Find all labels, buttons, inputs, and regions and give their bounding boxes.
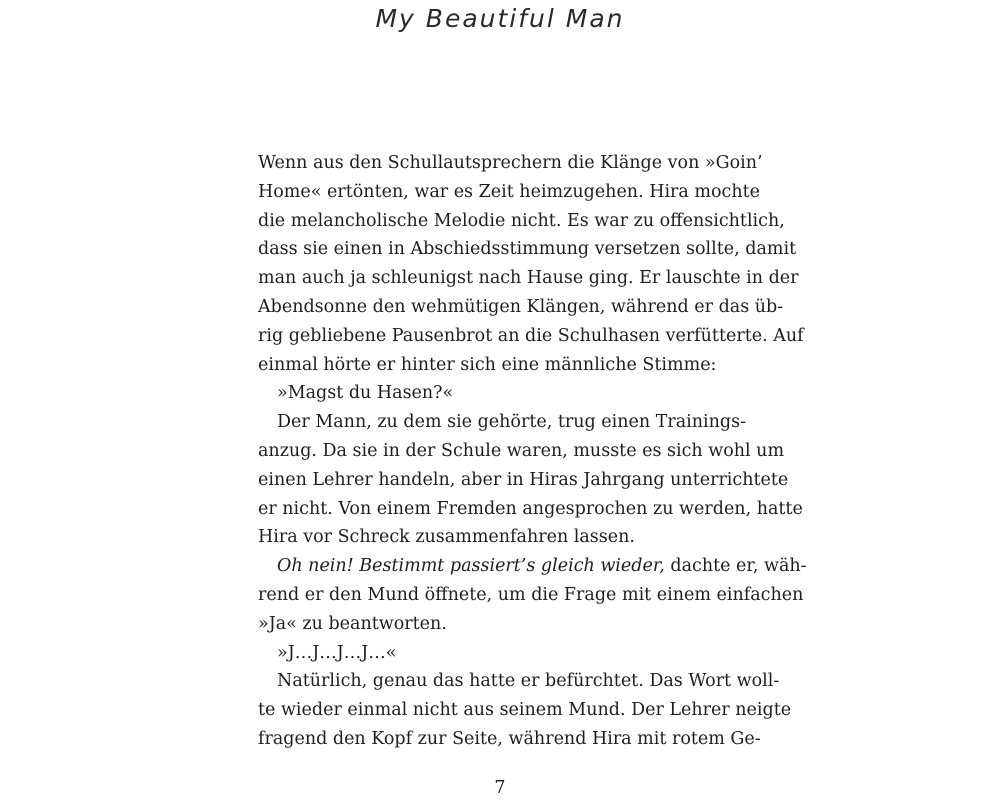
italic-thought: Oh nein! Bestimmt passiert’s gleich wieder, — [277, 556, 665, 577]
text-line: dass sie einen in Abschiedsstimmung versetzen sollte, damit — [258, 239, 797, 260]
text-line: rend er den Mund öffnete, um die Frage mit einem einfachen — [258, 584, 804, 605]
text-line: Der Mann, zu dem sie gehörte, trug einen Trainings- — [277, 412, 746, 433]
text-line: Home« ertönten, war es Zeit heimzugehen. Hira mochte — [258, 181, 761, 202]
text-line: Abendsonne den wehmütigen Klängen, während er das üb- — [258, 296, 784, 317]
text-line: die melancholische Melodie nicht. Es war zu offensichtlich, — [258, 210, 785, 231]
body-text — [258, 149, 807, 754]
text-line: er nicht. Von einem Fremden angesprochen zu werden, hatte — [258, 498, 803, 519]
text-line: rig gebliebene Pausenbrot an die Schulhasen verfütterte. Auf — [258, 325, 804, 346]
text-line: einmal hörte er hinter sich eine männliche Stimme: — [258, 354, 717, 375]
page-number: 7 — [494, 778, 506, 798]
dialogue-line: »J…J…J…J…« — [277, 642, 397, 663]
text-line: man auch ja schleunigst nach Hause ging. Er lauschte in der — [258, 268, 799, 289]
text-line: einen Lehrer handeln, aber in Hiras Jahrgang unterrichtete — [258, 469, 789, 490]
text-line: te wieder einmal nicht aus seinem Mund. Der Lehrer neigte — [258, 700, 792, 721]
text-line: Natürlich, genau das hatte er befürchtet. Das Wort woll- — [277, 671, 780, 692]
text-line: anzug. Da sie in der Schule waren, musste es sich wohl um — [258, 440, 785, 461]
text-line: »Ja« zu beantworten. — [258, 613, 447, 634]
text-line: fragend den Kopf zur Seite, während Hira mit rotem Ge- — [258, 728, 761, 749]
text-line: Wenn aus den Schullautsprechern die Klänge von »Goin’ — [258, 153, 763, 173]
thought-line — [258, 552, 807, 581]
dialogue-line: »Magst du Hasen?« — [277, 383, 454, 404]
thought-tag: dachte er, wäh- — [664, 556, 807, 577]
text-line: Hira vor Schreck zusammenfahren lassen. — [258, 527, 635, 548]
running-head-title: My Beautiful Man — [375, 4, 625, 33]
